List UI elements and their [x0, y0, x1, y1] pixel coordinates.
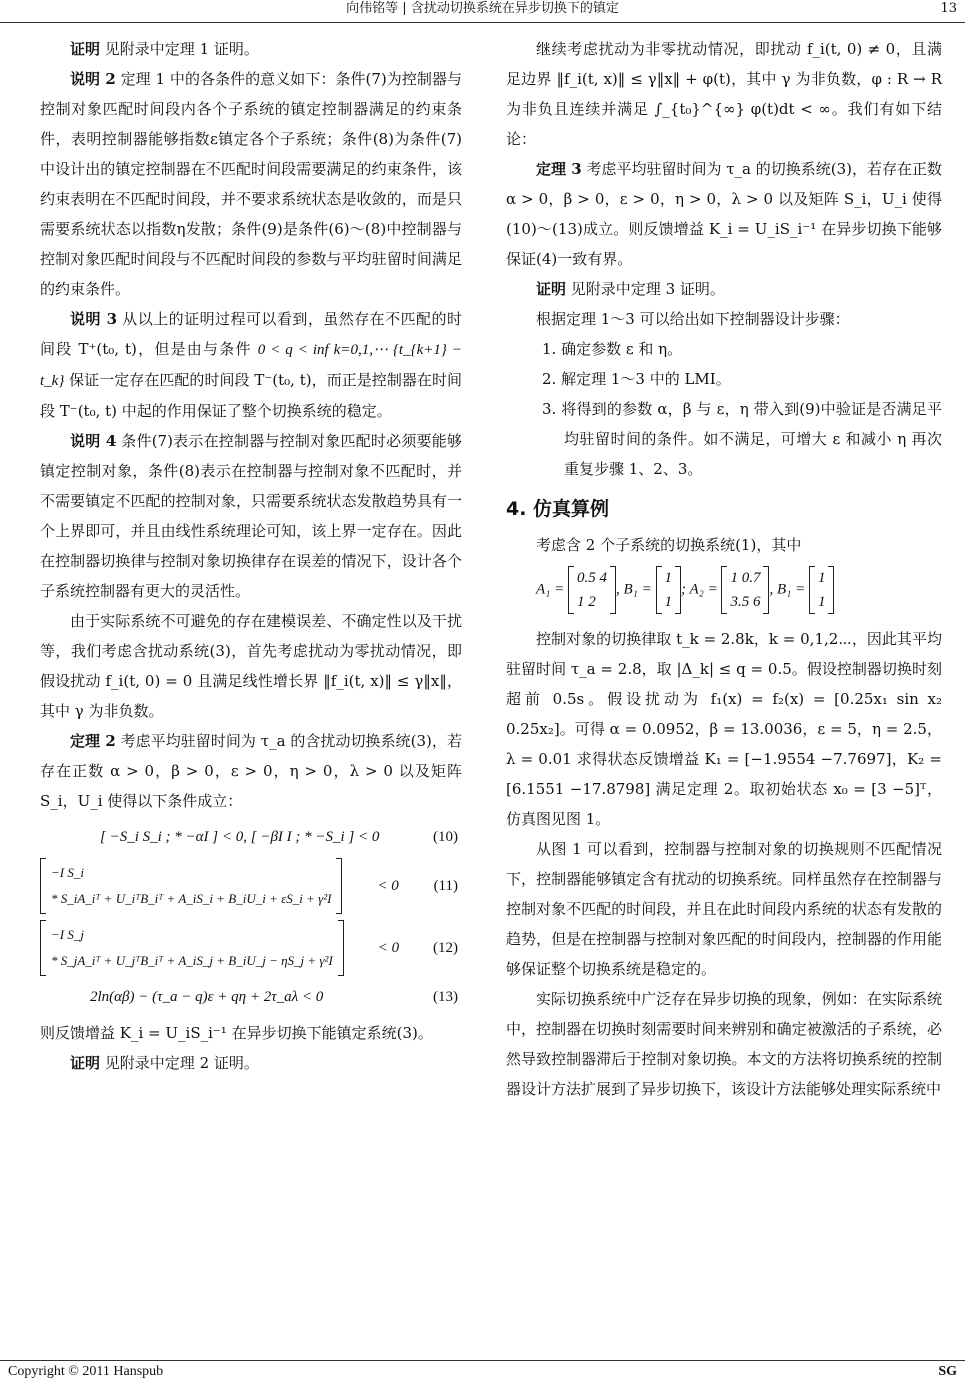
matrix-a2-label: A₂ =	[689, 581, 718, 598]
equation-12-rhs: < 0	[377, 940, 400, 956]
proof-label: 证明	[70, 40, 101, 58]
remark-4	[40, 426, 462, 606]
equation-10	[40, 822, 462, 852]
remark-3-text-a: 从以上的证明过程可以看到，虽然存在不匹配的时间段 T⁺(t₀, t)，但是由与条件	[40, 310, 462, 358]
equation-13-body: 2ln(αβ) − (τ_a − q)ε + qη + 2τ_aλ < 0	[90, 989, 324, 1005]
equation-11	[40, 858, 462, 914]
equation-12-row-2: * S_jA_iᵀ + U_jᵀB_iᵀ + A_iS_j + B_iU_j − ηS_j + γ²I	[51, 953, 333, 968]
section-heading: 4. 仿真算例	[506, 498, 610, 520]
footer-rule	[0, 1360, 965, 1361]
equation-12-row-1: −I S_j	[51, 927, 84, 942]
theorem-2-label: 定理 2	[70, 732, 116, 750]
proof-3-label: 证明	[536, 280, 567, 298]
matrix-b2-label: B₁ =	[776, 581, 806, 598]
equation-10-number: (10)	[433, 829, 458, 845]
remark-3-condition: 0 < q < inf k=0,1,⋯ {t_{k+1} − t_k}	[40, 342, 462, 389]
closing-paragraph: 实际切换系统中广泛存在异步切换的现象，例如：在实际系统中，控制器在切换时刻需要时间来辨别和确定被激活的子系统，必然导致控制器滞后于控制对象切换。本文的方法将切换系统的控制器设计方法扩展到了异步切换下，该设计方法能够处理实际系统中	[506, 990, 942, 1098]
proof-2	[40, 1048, 462, 1078]
design-step-3: 3. 将得到的参数 α，β 与 ε，η 带入到(9)中验证是否满足平均驻留时间的条件。如不满足，可增大 ε 和减小 η 再次重复步骤 1、2、3。	[542, 400, 942, 478]
paragraph-disturbance: 由于实际系统不可避免的存在建模误差、不确定性以及干扰等，我们考虑含扰动系统(3)，首先考虑扰动为零扰动情况，即假设扰动 f_i(t, 0) = 0 且满足线性增长界 ‖f_i(t, x)‖ ≤ γ‖x‖，其中 γ 为非负数。	[40, 612, 462, 720]
page-footer	[0, 1364, 965, 1384]
page-number: 13	[940, 1, 957, 16]
theorem-2	[40, 726, 462, 816]
system-matrices: A₁ = 0.5 4 1 2 , B₁ = 1 1 ; A₂ = 1 0.7 3.5 6 , B₁ = 1 1	[536, 566, 942, 614]
equation-12-matrix	[40, 920, 344, 976]
equation-12	[40, 920, 462, 976]
left-column	[40, 34, 462, 1078]
equation-11-rhs: < 0	[377, 878, 399, 894]
theorem-3-text: 考虑平均驻留时间为 τ_a 的切换系统(3)，若存在正数 α > 0，β > 0，ε > 0，η > 0，λ > 0 以及矩阵 S_i，U_i 使得(10)～(13)成立。则反馈增益 K_i = U_iS_i⁻¹ 在异步切换下能够保证(4)一致有界。	[506, 160, 942, 268]
design-steps-list	[506, 334, 942, 484]
proof-3	[506, 274, 942, 304]
matrix-a1-row-1: 0.5 4	[577, 570, 607, 586]
feedback-gain-statement: 则反馈增益 K_i = U_iS_i⁻¹ 在异步切换下能镇定系统(3)。	[40, 1024, 433, 1042]
remark-3-text-c: 保证一定存在匹配的时间段 T⁻(t₀, t)，而正是控制器在时间段 T⁻(t₀, t) 中起的作用保证了整个切换系统的稳定。	[40, 371, 462, 420]
matrix-b1-row-2: 1	[664, 594, 672, 610]
remark-4-text: 条件(7)表示在控制器与控制对象匹配时必须要能够镇定控制对象，条件(8)表示在控制器与控制对象不匹配时，并不需要镇定不匹配的控制对象，只需要系统状态发散趋势具有一个上界即可，并且由线性系统理论可知，该上界一定存在。因此在控制器切换律与控制对象切换律存在误差的情况下，设计各个子系统控制器有更大的灵活性。	[40, 432, 462, 600]
matrix-a2-row-1: 1 0.7	[730, 570, 761, 586]
matrix-a1-label: A₁ =	[536, 581, 565, 598]
copyright: Copyright © 2011 Hanspub	[8, 1364, 164, 1379]
matrix-a2	[721, 566, 769, 614]
theorem-3-label: 定理 3	[536, 160, 582, 178]
equation-11-matrix	[40, 858, 342, 914]
figure-discussion: 从图 1 可以看到，控制器与控制对象的切换规则不匹配情况下，控制器能够镇定含有扰动的切换系统。同样虽然存在控制器与控制对象不匹配的时间段，并且在此时间段内系统的状态有发散的趋势，但是在控制器与控制对象匹配的时间段内，控制器的作用能够保证整个切换系统是稳定的。	[506, 840, 942, 978]
equation-10-body: [ −S_i S_i ; * −αI ] < 0, [ −βI I ; * −S_i ] < 0	[100, 829, 380, 845]
simulation-intro: 考虑含 2 个子系统的切换系统(1)，其中	[536, 536, 802, 554]
equation-11-row-1: −I S_i	[51, 865, 84, 880]
journal-code: SG	[938, 1364, 957, 1379]
theorem-2-text: 考虑平均驻留时间为 τ_a 的含扰动切换系统(3)，若存在正数 α > 0，β > 0，ε > 0，η > 0，λ > 0 以及矩阵 S_i，U_i 使得以下条件成立：	[40, 732, 462, 810]
matrix-b2-row-1: 1	[817, 570, 826, 586]
simulation-parameters: 控制对象的切换律取 t_k = 2.8k，k = 0,1,2⋯，因此其平均驻留时间 τ_a = 2.8，取 |Δ_k| ≤ q = 0.5。假设控制器切换时刻超前 0.5s。假设扰动为 f₁(x) = f₂(x) = [0.25x₁ sin x₂ 0.25x₂]。可得 α = 0.0952，β = 13.0036，ε = 5，η = 2.5，λ = 0.01 求得状态反馈增益 K₁ = [−1.9554 −7.7697]，K₂ = [6.1551 −17.8798] 满足定理 2。取初始状态 x₀ = [3 −5]ᵀ，仿真图见图 1。	[506, 630, 942, 828]
equation-13-number: (13)	[433, 989, 458, 1005]
equation-11-number: (11)	[433, 878, 458, 894]
remark-3	[40, 304, 462, 426]
equation-11-row-2: * S_iA_iᵀ + U_iᵀB_iᵀ + A_iS_i + B_iU_i + εS_i + γ²I	[51, 891, 332, 906]
remark-2-label: 说明 2	[70, 70, 116, 88]
proof-2-label: 证明	[70, 1054, 101, 1072]
equation-12-number: (12)	[432, 940, 458, 956]
design-steps-intro: 根据定理 1～3 可以给出如下控制器设计步骤：	[536, 310, 850, 328]
running-header	[0, 0, 965, 20]
matrix-b1	[656, 566, 682, 614]
matrix-b2	[809, 566, 835, 614]
header-rule	[0, 22, 965, 23]
matrix-a1-row-2: 1 2	[577, 594, 596, 610]
matrix-b2-row-2: 1	[817, 594, 826, 610]
matrix-b1-label: B₁ =	[623, 581, 652, 598]
remark-2-text: 定理 1 中的各条件的意义如下：条件(7)为控制器与控制对象匹配时间段内各个子系统的镇定控制器满足的约束条件，表明控制器能够指数ε镇定各个子系统；条件(8)为条件(7)中设计出的镇定控制器在不匹配时间段需要满足的约束条件，该约束表明在不匹配时间段，并不要求系统状态是收敛的，而是只需要系统状态以指数η发散；条件(9)是条件(6)～(8)中控制器与控制对象匹配时间段与不匹配时间段的参数与平均驻留时间满足的约束条件。	[40, 70, 462, 298]
matrix-b1-row-1: 1	[664, 570, 672, 586]
proof-3-text: 见附录中定理 3 证明。	[570, 280, 725, 298]
theorem-3	[506, 154, 942, 274]
proof-1	[40, 34, 462, 64]
equation-13	[40, 982, 462, 1012]
matrix-a2-row-2: 3.5 6	[730, 594, 761, 610]
proof-2-text: 见附录中定理 2 证明。	[104, 1054, 259, 1072]
matrix-a1	[568, 566, 616, 614]
design-step-1: 1. 确定参数 ε 和 η。	[542, 340, 683, 358]
remark-4-label: 说明 4	[70, 432, 117, 450]
running-title: 向伟铭等 | 含扰动切换系统在异步切换下的镇定	[346, 1, 619, 16]
proof-1-text: 见附录中定理 1 证明。	[104, 40, 259, 58]
design-step-2: 2. 解定理 1～3 中的 LMI。	[542, 370, 731, 388]
paragraph-nonzero-disturbance: 继续考虑扰动为非零扰动情况，即扰动 f_i(t, 0) ≠ 0，且满足边界 ‖f_i(t, x)‖ ≤ γ‖x‖ + φ(t)，其中 γ 为非负数，φ : R → R 为非负且连续并满足 ∫_{t₀}^{∞} φ(t)dt < ∞。我们有如下结论：	[506, 40, 942, 148]
right-column	[506, 34, 942, 1104]
remark-3-label: 说明 3	[70, 310, 118, 328]
remark-2	[40, 64, 462, 304]
